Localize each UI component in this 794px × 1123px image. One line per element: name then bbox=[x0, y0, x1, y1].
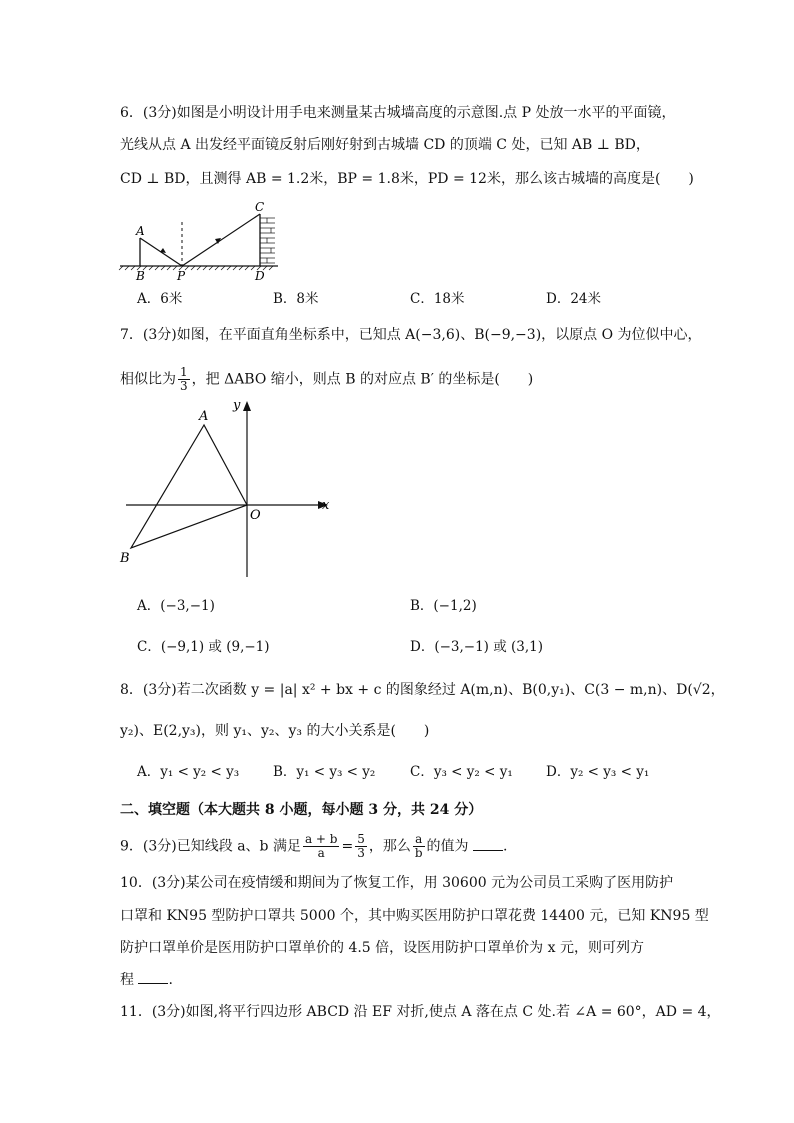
q8-option-c[interactable]: C．y₃ < y₂ < y₁ bbox=[410, 764, 513, 780]
q9-suffix: 的值为 bbox=[426, 838, 469, 855]
section-2-title: 二、填空题（本大题共 8 小题，每小题 3 分，共 24 分） bbox=[120, 802, 483, 818]
q7-label-O: O bbox=[250, 508, 261, 523]
q9-line bbox=[120, 833, 507, 860]
q10-end: . bbox=[168, 972, 173, 988]
q6-line-1: 6．(3分)如图是小明设计用手电来测量某古城墙高度的示意图.点 P 处放一水平的平面镜， bbox=[120, 105, 676, 121]
q7-label-B: B bbox=[120, 551, 130, 566]
q7-ratio-numerator: 1 bbox=[180, 365, 188, 379]
q9-fraction-3-numerator: a bbox=[413, 833, 425, 847]
q6-line-2: 光线从点 A 出发经平面镜反射后刚好射到古城墙 CD 的顶端 C 处，已知 AB ⊥ BD， bbox=[120, 137, 650, 153]
q7-label-y: y bbox=[233, 398, 241, 413]
q6-line-3: CD ⊥ BD，且测得 AB = 1.2米，BP = 1.8米，PD = 12米，那么该古城墙的高度是( ) bbox=[120, 171, 694, 187]
q9-fraction-2-denominator: 3 bbox=[357, 846, 365, 860]
q9-equals: = bbox=[341, 838, 354, 855]
q8-option-b[interactable]: B．y₁ < y₃ < y₂ bbox=[273, 764, 376, 780]
q7-ratio-fraction bbox=[178, 366, 190, 393]
q7-triangle-ABO bbox=[131, 425, 247, 548]
q6-option-d[interactable]: D．24米 bbox=[546, 291, 602, 307]
q9-end: . bbox=[503, 838, 508, 855]
q7-figure bbox=[110, 395, 340, 580]
q9-middle: ，那么 bbox=[368, 838, 411, 855]
q11-line-1: 11．(3分)如图,将平行四边形 ABCD 沿 EF 对折,使点 A 落在点 C 处.若 ∠A = 60°，AD = 4， bbox=[120, 1004, 721, 1020]
q6-label-C: C bbox=[255, 200, 265, 214]
q9-fraction-2 bbox=[355, 833, 367, 860]
q6-wall-bricks bbox=[260, 218, 275, 263]
q10-line-4-prefix: 程 bbox=[120, 972, 134, 988]
q6-label-D: D bbox=[255, 269, 265, 283]
q7-label-x: x bbox=[322, 498, 330, 513]
q6-ray-PC bbox=[182, 214, 260, 266]
q9-fraction-1 bbox=[303, 833, 340, 860]
q6-option-a[interactable]: A．6米 bbox=[137, 291, 183, 307]
q7-ratio-suffix: ，把 ΔABO 缩小，则点 B 的对应点 B′ 的坐标是( ) bbox=[191, 371, 534, 388]
q8-line-1: 8．(3分)若二次函数 y = |a| x² + bx + c 的图象经过 A(m,n)、B(0,y₁)、C(3 − m,n)、D(√2， bbox=[120, 682, 725, 698]
q9-fraction-2-numerator: 5 bbox=[357, 832, 365, 846]
q10-line-2: 口罩和 KN95 型防护口罩共 5000 个，其中购买医用防护口罩花费 14400 元，已知 KN95 型 bbox=[120, 908, 709, 924]
q8-option-d[interactable]: D．y₂ < y₃ < y₁ bbox=[546, 764, 650, 780]
q10-answer-blank[interactable] bbox=[138, 971, 168, 984]
q6-label-A: A bbox=[136, 224, 145, 238]
q6-option-b[interactable]: B．8米 bbox=[273, 291, 319, 307]
q9-fraction-1-numerator: a + b bbox=[304, 832, 338, 846]
q8-option-a[interactable]: A．y₁ < y₂ < y₃ bbox=[137, 764, 240, 780]
q7-ratio-denominator: 3 bbox=[180, 379, 188, 393]
q7-ratio-prefix: 相似比为 bbox=[120, 371, 176, 388]
q9-fraction-3-denominator: b bbox=[414, 846, 423, 860]
q7-label-A: A bbox=[199, 409, 209, 424]
q6-label-B: B bbox=[136, 269, 145, 283]
q6-label-P: P bbox=[177, 269, 186, 283]
q7-option-c[interactable]: C．(−9,1) 或 (9,−1) bbox=[137, 639, 270, 655]
q6-option-c[interactable]: C．18米 bbox=[410, 291, 465, 307]
q7-line-1: 7．(3分)如图，在平面直角坐标系中，已知点 A(−3,6)、B(−9,−3)，以原点 O 为位似中心， bbox=[120, 327, 702, 343]
q9-prefix: 9．(3分)已知线段 a、b 满足 bbox=[120, 838, 301, 855]
q8-line-2: y₂)、E(2,y₃)，则 y₁、y₂、y₃ 的大小关系是( ) bbox=[120, 723, 430, 739]
q7-y-arrow bbox=[243, 401, 251, 411]
q10-line-4 bbox=[120, 971, 173, 989]
q9-answer-blank[interactable] bbox=[473, 838, 503, 851]
q7-option-d[interactable]: D．(−3,−1) 或 (3,1) bbox=[410, 639, 544, 655]
q7-line-2 bbox=[120, 366, 533, 393]
q10-line-3: 防护口罩单价是医用防护口罩单价的 4.5 倍，设医用防护口罩单价为 x 元，则可列方 bbox=[120, 940, 644, 956]
q9-fraction-3 bbox=[413, 833, 425, 860]
q6-figure bbox=[115, 200, 285, 282]
q10-line-1: 10．(3分)某公司在疫情缓和期间为了恢复工作，用 30600 元为公司员工采购了医用防护 bbox=[120, 875, 674, 891]
q7-option-b[interactable]: B．(−1,2) bbox=[410, 598, 477, 614]
q7-option-a[interactable]: A．(−3,−1) bbox=[137, 598, 215, 614]
q9-fraction-1-denominator: a bbox=[317, 846, 325, 860]
